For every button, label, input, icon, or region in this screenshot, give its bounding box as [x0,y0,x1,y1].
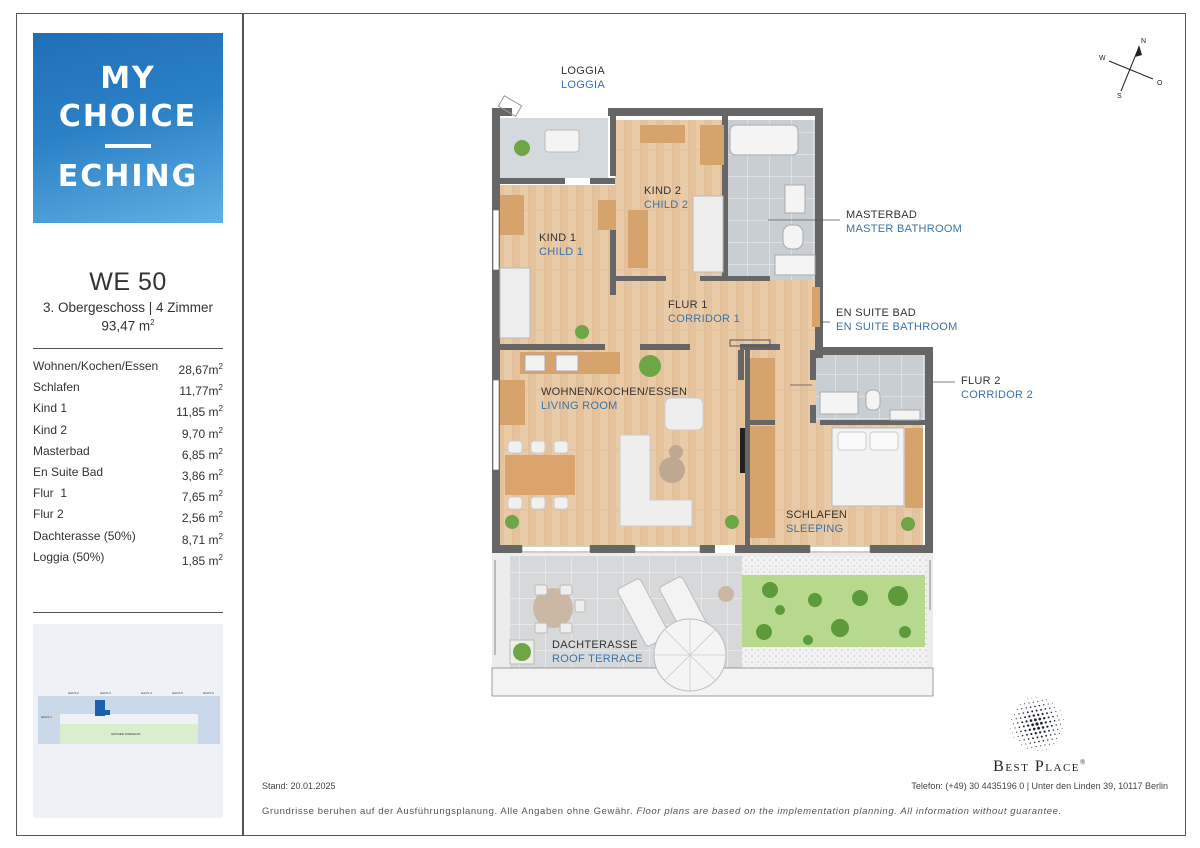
brand-dot [1034,742,1036,744]
room-area: 7,65 $m^2$ [181,489,223,505]
label-masterbad [846,208,962,236]
brand-dot [1027,748,1028,749]
brand-dot [1030,733,1032,735]
toilet [866,390,880,410]
terrace-chair [560,585,572,595]
brand-dot [1021,721,1023,723]
brand-dot [1053,743,1054,744]
brand-dot [1025,707,1026,708]
label-dachterasse [552,638,643,666]
site-label: HAUS 6 [203,691,214,695]
disclaimer-de: Grundrisse beruhen auf der Ausführungsplanung. Alle Angaben ohne Gewähr. [262,806,634,817]
brand-dot [1024,730,1026,732]
brand-dot [1060,710,1061,711]
compass-w: W [1099,55,1106,62]
compass-icon [1095,35,1165,105]
label-de: FLUR 2 [961,375,1001,387]
brand-dot [1034,706,1036,708]
brand-dot [1040,722,1043,725]
brand-dot [1057,715,1058,716]
label-en: CORRIDOR 1 [668,313,741,325]
label-kind1 [539,231,583,259]
terrace-chair [535,623,547,633]
brand-dot [1033,702,1034,703]
terrace-chair [575,600,585,612]
dining-table [505,455,575,495]
brand-dot [1037,750,1038,751]
pillow [870,432,898,450]
brand-dot [1046,749,1047,750]
brand-dot [1031,710,1033,712]
plant [901,517,915,531]
wardrobe [750,426,775,538]
brand-dot [1055,724,1056,725]
room-area: 11,85 $m^2$ [176,404,223,420]
shelf [812,287,820,327]
compass-needle-icon [1095,35,1165,105]
pillow [838,432,866,450]
side-table [669,445,683,459]
brand-dot [1026,734,1028,736]
footer-disclaimer [262,806,1168,817]
brand-dot [1057,729,1058,730]
brand-dot [1048,730,1050,732]
label-en: MASTER BATHROOM [846,223,963,235]
terrace-chair [560,623,572,633]
room-area: 6,85 $m^2$ [181,446,223,462]
label-en: EN SUITE BATHROOM [836,321,958,333]
brand-dot [1013,723,1014,724]
brand-dot [1043,740,1045,742]
site-label: HAUS 3 [100,691,111,695]
logo-line-1: MY [100,61,156,96]
wardrobe [628,210,648,268]
brand-dot [1042,750,1043,751]
brand-dot [1014,727,1015,728]
compass-s: S [1117,93,1122,100]
brand-dot [1035,732,1037,734]
coffee-table [659,457,685,483]
label-de: EN SUITE BAD [836,307,917,319]
brand-dot [1024,703,1025,704]
side-table [718,586,734,602]
unit-area-sup: 2 [150,318,155,327]
brand-dot [1031,723,1034,726]
toilet [783,225,803,249]
brand-dot [1060,724,1061,725]
site-label: GRÜNER INNENHOF [111,732,141,736]
brand-dot [1017,722,1018,723]
brand-dot [1020,717,1022,719]
brand-dot [1023,712,1025,714]
unit-subtitle: 3. Obergeschoss | 4 Zimmer [42,300,214,315]
brand-reg: ® [1080,758,1087,767]
room-area: 9,70 $m^2$ [181,425,223,441]
room-area: $11,77m^2$ [179,383,223,399]
brand-dot [1035,722,1038,725]
brand-dot [1018,736,1019,737]
site-label: HAUS 1 [41,715,52,719]
brand-dot [1051,712,1053,714]
brand-dot [1055,711,1056,712]
room-name: Loggia (50%) [33,549,105,564]
stove [556,355,578,371]
brand-dot [1011,719,1012,720]
footer-date: Stand: 20.01.2025 [262,781,336,791]
brand-dot [1021,744,1022,745]
brand-dot [1046,725,1048,727]
brand-dot [1052,716,1054,718]
label-de: WOHNEN/KOCHEN/ESSEN [541,386,688,398]
brand-dot [1049,708,1050,709]
brand-dot [1020,731,1022,733]
brand-dot [1046,699,1047,700]
brand-dot [1017,709,1018,710]
room-name: Schlafen [33,380,80,395]
brand-dot [1042,713,1044,715]
brand-dot [1040,709,1042,711]
label-en: CHILD 1 [539,246,584,258]
brand-dot [1022,735,1024,737]
brand-dot [1028,715,1030,717]
brand-dot [1024,716,1026,718]
site-label: HAUS 4 [141,691,152,695]
room-name: Wohnen/Kochen/Essen [33,359,159,373]
brand-dot [1023,725,1025,727]
label-wohnen [541,385,687,413]
tv [740,428,745,473]
logo-line-3: ECHING [57,159,199,194]
brand-dot [1045,721,1047,723]
brand-dot [1019,740,1020,741]
brand-dot [1024,739,1025,740]
label-de: FLUR 1 [668,299,708,311]
brand-dot [1030,706,1032,708]
room-name: Dachterasse (50%) [33,528,136,543]
brand-dot [1037,727,1040,730]
room-name: Flur 2 [33,507,64,522]
room-area: 3,86 $m^2$ [181,468,223,484]
brand-dot [1063,719,1064,720]
brand-dot [1052,703,1053,704]
logo-line-2: CHOICE [58,99,198,134]
brand-dot [1038,741,1040,743]
brand-name [965,758,1115,776]
plant [514,140,530,156]
kitchen-sink [525,355,545,371]
terrace-chair [535,585,547,595]
label-en: SLEEPING [786,523,844,535]
compass-o: O [1157,80,1163,87]
site-label: HAUS 5 [172,691,183,695]
brand-dot [1046,712,1048,714]
desk [598,200,616,230]
brand-dot [1054,720,1056,722]
brand-name-text: Best Place [993,758,1081,775]
room-area: 1,85 $m^2$ [181,552,223,568]
brand-dot [1020,704,1021,705]
brand-dot [1025,720,1027,722]
brand-dot [1039,731,1041,733]
brand-dot [1059,733,1060,734]
brand-dot [1052,739,1053,740]
brand-dot [1032,737,1034,739]
brand-dot [1042,726,1045,729]
brand-dot [1045,708,1047,710]
brand-dot [1045,735,1047,737]
label-flur2 [961,374,1033,402]
brand-dot [1054,734,1055,735]
label-en: LIVING ROOM [541,400,618,412]
brand-dot [1014,714,1015,715]
brand-dot [1056,738,1057,739]
brand-dot [1033,714,1035,716]
brand-dot [1031,747,1032,748]
label-de: MASTERBAD [846,209,918,221]
brand-dot [1012,733,1013,734]
room-name: Kind 1 [33,401,68,416]
room-area: $28,67m^2$ [178,362,223,377]
footer-contact: Telefon: (+49) 30 4435196 0 | Unter den Linden 39, 10117 Berlin [911,781,1168,791]
brand-dot [1037,714,1039,716]
brand-dot [1058,719,1059,720]
plant [725,515,739,529]
brand-dot [1018,713,1019,714]
brand-dot [1021,708,1022,709]
desk [640,125,685,143]
brand-dot [1038,718,1041,721]
brand-dot [1016,732,1017,733]
brand-dot [1050,734,1052,736]
brand-dot [1036,710,1038,712]
label-de: DACHTERASSE [552,639,638,651]
label-de: LOGGIA [561,65,605,77]
room-name: Masterbad [33,443,90,458]
room-area: 8,71 $m^2$ [181,531,223,547]
desk [500,195,524,235]
brand-dot [1013,737,1014,738]
brand-dot [1036,746,1037,747]
wardrobe [750,358,775,420]
room-name: Flur 1 [33,486,68,501]
room-name: Kind 2 [33,422,68,437]
brand-dot [1028,738,1030,740]
brand-dot [1044,744,1045,745]
brand-dot [1041,736,1043,738]
bed [500,268,530,338]
plant [505,515,519,529]
brand-dot [1037,701,1038,702]
sink [820,392,858,414]
label-en: CHILD 2 [644,199,689,211]
bathtub [730,125,798,155]
bed [693,196,723,272]
brand-dot [1030,719,1033,722]
brand-dot [1031,698,1032,699]
brand-dot [1049,744,1050,745]
brand-dot [1043,730,1045,732]
unit-title: WE 50 [89,268,167,296]
brand-dot [1033,728,1036,731]
nightstand [905,428,923,508]
room-name: En Suite Bad [33,465,104,480]
brand-dot [1053,729,1055,731]
brand-dot [1030,743,1031,744]
disclaimer-en: Floor plans are based on the implementation planning. All information without guarantee. [636,806,1062,817]
plant [639,355,661,377]
label-en: LOGGIA [561,79,605,91]
brand-logo-icon [975,695,1100,758]
label-de: SCHLAFEN [786,509,848,521]
brand-dot [1016,718,1017,719]
label-en: CORRIDOR 2 [961,389,1034,401]
loggia-chair [545,130,579,152]
label-flur1 [668,298,740,326]
brand-dot [1027,724,1029,726]
brand-dot [1019,726,1021,728]
compass-n: N [1141,38,1147,45]
brand-dot [1010,728,1011,729]
brand-dot [1027,698,1028,699]
label-schlafen [786,508,847,536]
shelf [890,410,920,420]
brand-dot [1043,704,1044,705]
brand-dot [1040,745,1041,746]
plant [575,325,589,339]
brand-dot [1029,729,1031,731]
label-kind2 [644,184,688,212]
brand-dot [1048,703,1049,704]
brand-dot [1054,707,1055,708]
wardrobe [700,125,724,165]
brand-dot [1025,743,1026,744]
brand-dot [1039,705,1041,707]
brand-dot [1062,728,1063,729]
brand-dot-globe-icon [975,695,1100,753]
room-area: 2,56 $m^2$ [181,510,223,526]
brand-dot [1043,717,1045,719]
label-loggia [548,64,618,92]
brand-dot [1049,721,1051,723]
brand-dot [1042,700,1043,701]
site-label: HAUS 2 [68,691,79,695]
brand-dot [1028,702,1029,703]
plant [513,643,531,661]
label-de: KIND 2 [644,185,682,197]
brand-dot [1047,739,1048,740]
brand-dot [1034,718,1037,721]
unit-area-value: 93,47 m [101,318,151,334]
sideboard [500,380,525,425]
sink [785,185,805,213]
label-de: KIND 1 [539,232,577,244]
shelf [775,255,815,275]
label-en: ROOF TERRACE [552,653,643,665]
brand-dot [1036,697,1037,698]
brand-dot [1036,736,1038,738]
brand-dot [1027,711,1029,713]
brand-dot [1048,716,1050,718]
brand-dot [1061,715,1062,716]
brand-dot [1051,725,1053,727]
label-ensuite [836,306,958,334]
